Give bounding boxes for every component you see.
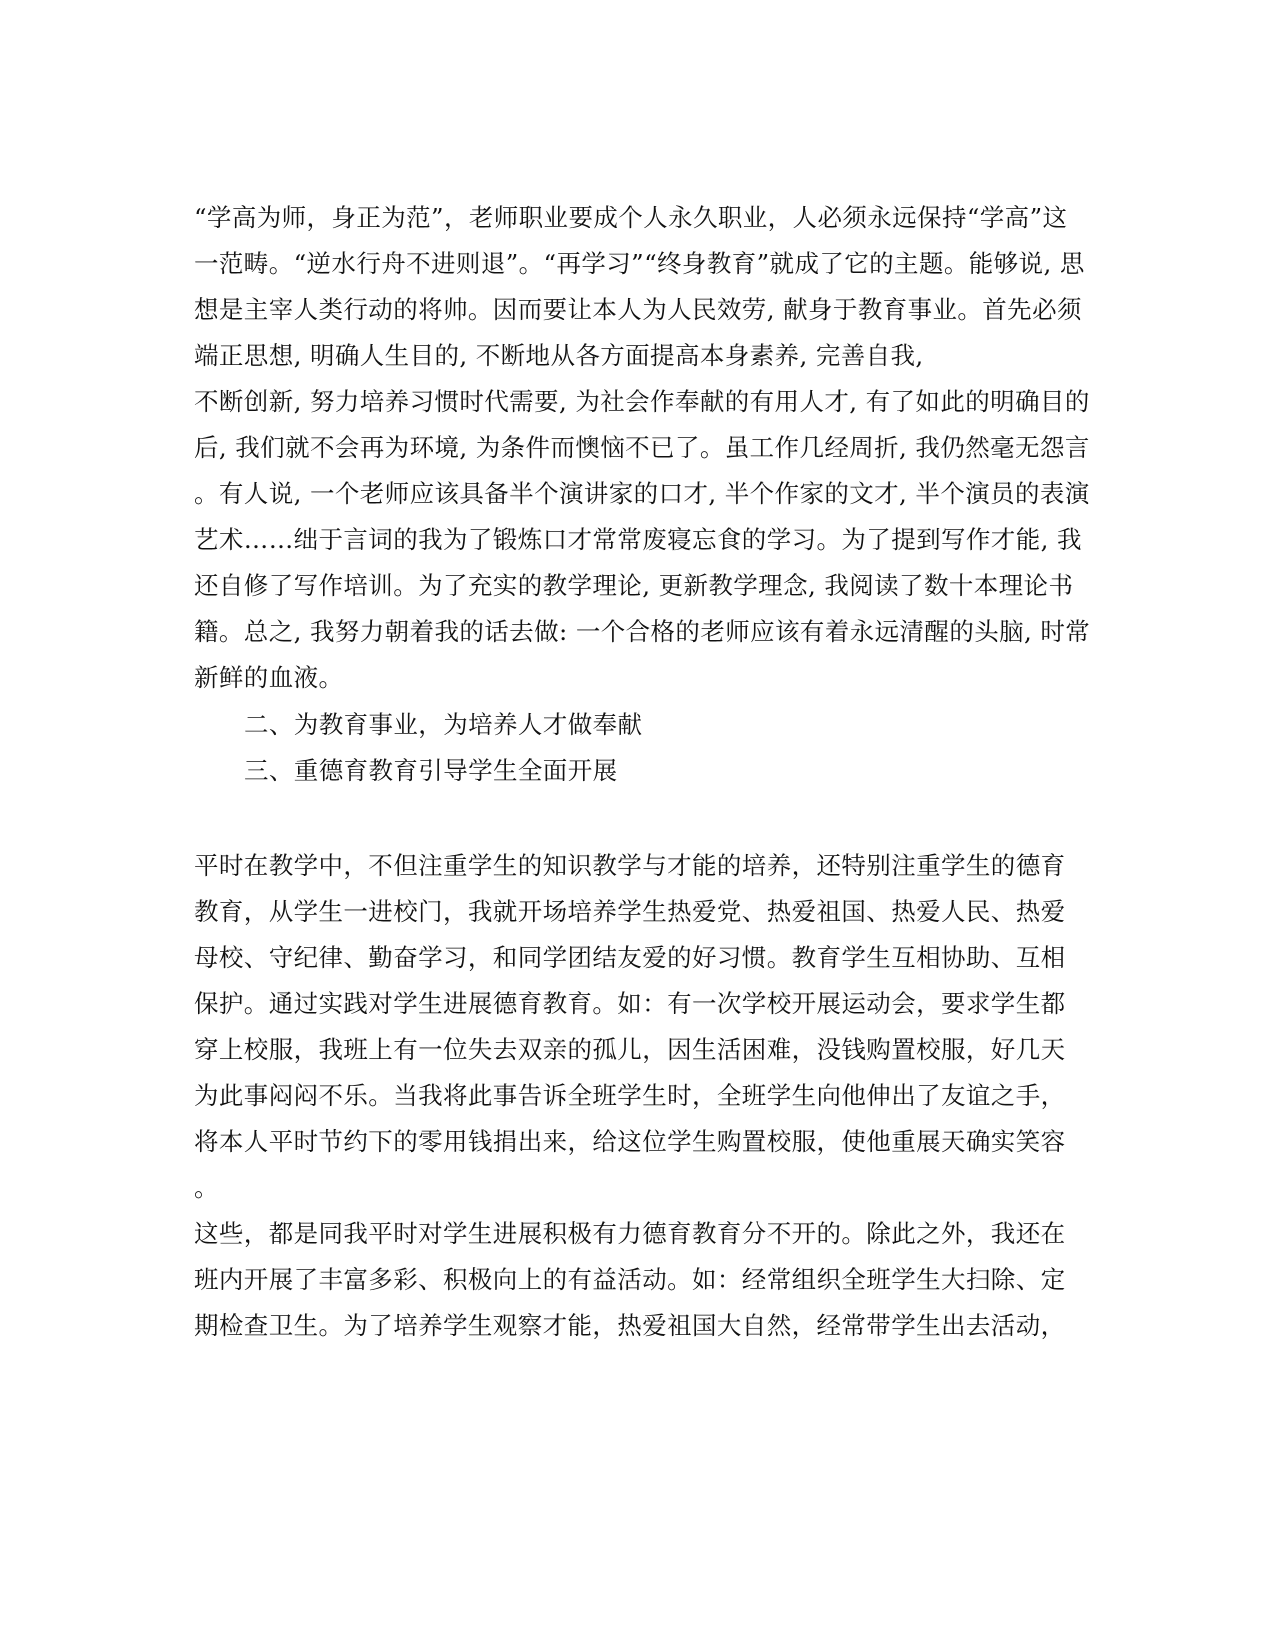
paragraph-1-line-9: 还自修了写作培训。为了充实的教学理论, 更新教学理念, 我阅读了数十本理论书 bbox=[194, 571, 1074, 600]
paragraph-3-line-2: 班内开展了丰富多彩、积极向上的有益活动。如：经常组织全班学生大扫除、定 bbox=[194, 1265, 1066, 1294]
paragraph-3-line-1: 这些，都是同我平时对学生进展积极有力德育教育分不开的。除此之外，我还在 bbox=[194, 1219, 1066, 1248]
paragraph-2-line-5: 穿上校服，我班上有一位失去双亲的孤儿，因生活困难，没钱购置校服，好几天 bbox=[194, 1035, 1066, 1064]
paragraph-1-line-8: 艺术……绌于言词的我为了锻炼口才常常废寝忘食的学习。为了提到写作才能, 我 bbox=[194, 525, 1082, 554]
paragraph-2-line-3: 母校、守纪律、勤奋学习，和同学团结友爱的好习惯。教育学生互相协助、互相 bbox=[194, 943, 1066, 972]
paragraph-2-line-6: 为此事闷闷不乐。当我将此事告诉全班学生时，全班学生向他伸出了友谊之手， bbox=[194, 1081, 1066, 1110]
paragraph-2-line-4: 保护。通过实践对学生进展德育教育。如：有一次学校开展运动会，要求学生都 bbox=[194, 989, 1066, 1018]
paragraph-1-line-2: 一范畴。“逆水行舟不进则退”。“再学习”“终身教育”就成了它的主题。能够说, 思 bbox=[194, 249, 1085, 278]
paragraph-1-line-1: “学高为师，身正为范”，老师职业要成个人永久职业，人必须永远保持“学高”这 bbox=[194, 203, 1068, 232]
paragraph-1-line-11: 新鲜的血液。 bbox=[194, 663, 344, 692]
paragraph-2-line-1: 平时在教学中，不但注重学生的知识教学与才能的培养，还特别注重学生的德育 bbox=[194, 851, 1066, 880]
paragraph-1-line-7: 。有人说, 一个老师应该具备半个演讲家的口才, 半个作家的文才, 半个演员的表演 bbox=[194, 479, 1090, 508]
paragraph-2-line-2: 教育，从学生一进校门，我就开场培养学生热爱党、热爱祖国、热爱人民、热爱 bbox=[194, 897, 1066, 926]
paragraph-1-line-3: 想是主宰人类行动的将帅。因而要让本人为人民效劳, 献身于教育事业。首先必须 bbox=[194, 295, 1082, 324]
paragraph-1-line-10: 籍。总之, 我努力朝着我的话去做: 一个合格的老师应该有着永远清醒的头脑, 时常 bbox=[194, 617, 1091, 646]
paragraph-2-line-7: 将本人平时节约下的零用钱捐出来，给这位学生购置校服，使他重展天确实笑容 bbox=[194, 1127, 1066, 1156]
section-heading-3: 三、重德育教育引导学生全面开展 bbox=[244, 756, 618, 785]
paragraph-3-line-3: 期检查卫生。为了培养学生观察才能，热爱祖国大自然，经常带学生出去活动， bbox=[194, 1311, 1066, 1340]
paragraph-1-line-5: 不断创新, 努力培养习惯时代需要, 为社会作奉献的有用人才, 有了如此的明确目的 bbox=[194, 387, 1090, 416]
section-heading-2: 二、为教育事业，为培养人才做奉献 bbox=[244, 710, 643, 739]
paragraph-2-line-8: 。 bbox=[194, 1173, 219, 1202]
paragraph-1-line-6: 后, 我们就不会再为环境, 为条件而懊恼不已了。虽工作几经周折, 我仍然毫无怨言 bbox=[194, 433, 1090, 462]
paragraph-1-line-4: 端正思想, 明确人生目的, 不断地从各方面提高本身素养, 完善自我, bbox=[194, 341, 924, 370]
